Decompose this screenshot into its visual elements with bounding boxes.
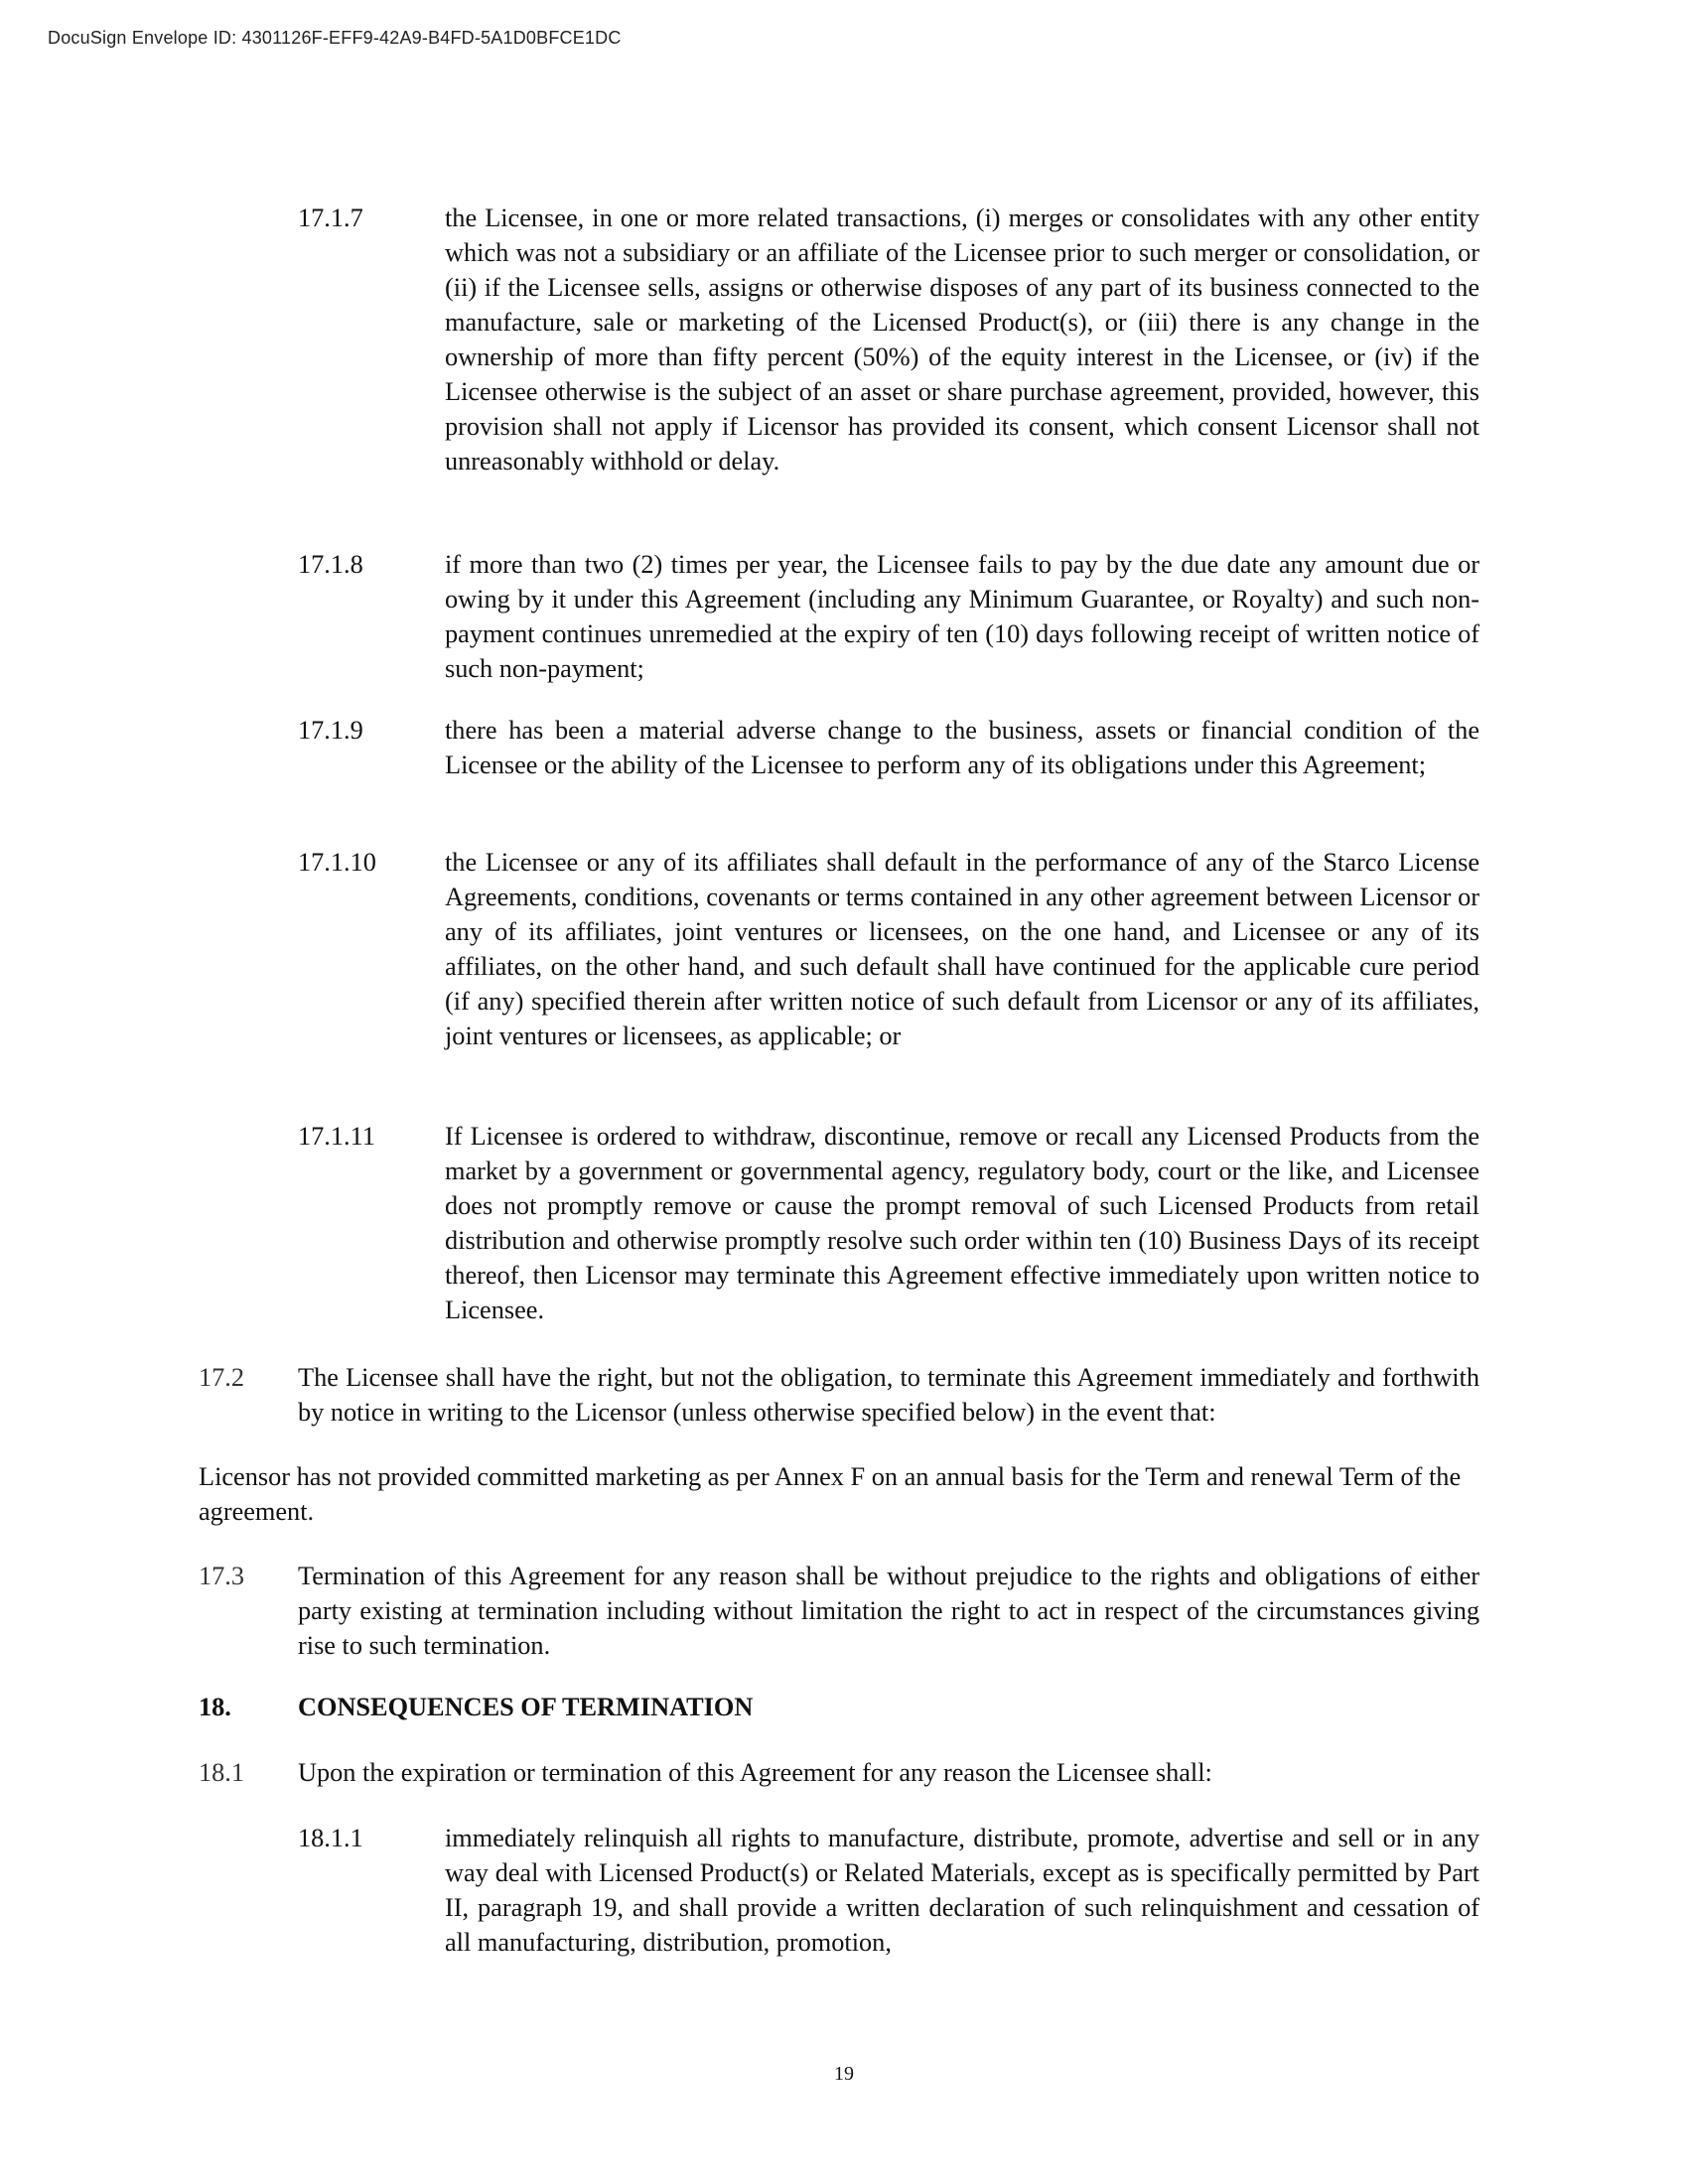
clause-number: 17.1.11 bbox=[298, 1122, 375, 1151]
clause-number: 17.1.8 bbox=[298, 550, 363, 579]
clause-text: there has been a material adverse change to the business, assets or financial condition of the Licensee or the ability of the Licensee to perform any of its obligations under this Agreement; bbox=[445, 716, 1479, 779]
clause-text: Termination of this Agreement for any reason shall be without prejudice to the rights and obligations of either party existing at termination including without limitation the right to act in respect of the circumstances giving rise to such termination. bbox=[298, 1562, 1479, 1660]
clause-number: 17.2 bbox=[199, 1363, 245, 1392]
clause-text: immediately relinquish all rights to manufacture, distribute, promote, advertise and sell or in any way deal with Licensed Product(s) or Related Materials, except as is specifically permitted by Part II, paragraph 19, and shall provide a written declaration of such relinquishment and cessation of all manufacturing, distribution, promotion, bbox=[445, 1824, 1479, 1957]
section-number: 18. bbox=[199, 1693, 231, 1721]
clause-text: the Licensee, in one or more related transactions, (i) merges or consolidates with any other entity which was not a subsidiary or an affiliate of the Licensee prior to such merger or consolidation, or (ii) if the Licensee sells, assigns or otherwise disposes of any part of its business connected to the manufacture, sale or marketing of the Licensed Product(s), or (iii) there is any change in the ownership of more than fifty percent (50%) of the equity interest in the Licensee, or (iv) if the Licensee otherwise is the subject of an asset or share purchase agreement, provided, however, this provision shall not apply if Licensor has provided its consent, which consent Licensor shall not unreasonably withhold or delay. bbox=[445, 204, 1479, 476]
clause-text: If Licensee is ordered to withdraw, discontinue, remove or recall any Licensed Products from the market by a government or governmental agency, regulatory body, court or the like, and Licensee does not promptly remove or cause the prompt removal of such Licensed Products from retail distribution and otherwise promptly resolve such order within ten (10) Business Days of its receipt thereof, then Licensor may terminate this Agreement effective immediately upon written notice to Licensee. bbox=[445, 1122, 1479, 1324]
inserted-paragraph: Licensor has not provided committed marketing as per Annex F on an annual basis for the Term and renewal Term of the agreement. bbox=[199, 1462, 1462, 1526]
clause-text: the Licensee or any of its affiliates shall default in the performance of any of the Starco License Agreements, conditions, covenants or terms contained in any other agreement between Licensor or any of its affiliates, joint ventures or licensees, on the one hand, and Licensee or any of its affiliates, on the other hand, and such default shall have continued for the applicable cure period (if any) specified therein after written notice of such default from Licensor or any of its affiliates, joint ventures or licensees, as applicable; or bbox=[445, 848, 1479, 1050]
clause-number: 17.1.10 bbox=[298, 848, 376, 877]
clause-text: if more than two (2) times per year, the Licensee fails to pay by the due date any amount due or owing by it under this Agreement (including any Minimum Guarantee, or Royalty) and such non-payment continues unremedied at the expiry of ten (10) days following receipt of written notice of such non-payment; bbox=[445, 550, 1479, 683]
clause-17-1-7 bbox=[298, 201, 1479, 478]
clause-17-1-10 bbox=[298, 845, 1479, 1053]
clause-17-2 bbox=[199, 1360, 1479, 1430]
clause-17-1-8 bbox=[298, 547, 1479, 686]
clause-18-1-1 bbox=[298, 1821, 1479, 1960]
page-number: 19 bbox=[834, 2063, 854, 2085]
clause-number: 18.1 bbox=[199, 1758, 245, 1787]
docusign-envelope-id: DocuSign Envelope ID: 4301126F-EFF9-42A9-B4FD-5A1D0BFCE1DC bbox=[48, 28, 622, 48]
clause-text: Upon the expiration or termination of this Agreement for any reason the Licensee shall: bbox=[298, 1758, 1212, 1787]
clause-17-1-9 bbox=[298, 713, 1479, 782]
clause-number: 17.1.7 bbox=[298, 204, 363, 232]
clause-number: 18.1.1 bbox=[298, 1824, 363, 1852]
section-18-heading bbox=[199, 1690, 1479, 1724]
clause-number: 17.3 bbox=[199, 1562, 245, 1590]
section-title: CONSEQUENCES OF TERMINATION bbox=[298, 1693, 754, 1721]
clause-number: 17.1.9 bbox=[298, 716, 363, 745]
clause-18-1 bbox=[199, 1755, 1479, 1790]
clause-17-1-11 bbox=[298, 1119, 1479, 1327]
clause-text: The Licensee shall have the right, but not the obligation, to terminate this Agreement immediately and forthwith by notice in writing to the Licensor (unless otherwise specified below) in the event that: bbox=[298, 1363, 1479, 1427]
clause-17-3 bbox=[199, 1559, 1479, 1663]
